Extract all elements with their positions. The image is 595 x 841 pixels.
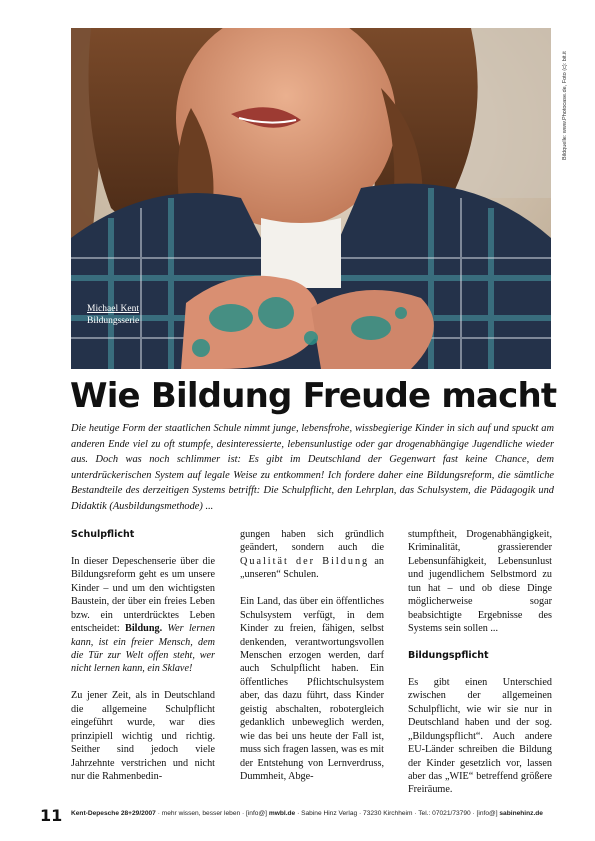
publication-name: Kent-Depesche 28+29/2007 [71,810,156,817]
paragraph: Zu jener Zeit, als in Deutschland die allgemeine Schulpflicht eingeführt wurde, war dies prinzipiell wichtig und richtig. Seither sind jedoch viele Jahrzehnte verstrichen und nicht nur die Rahmenbedin- [71,690,215,782]
caption-author-link[interactable]: Michael Kent [87,304,139,314]
paragraph [240,528,384,582]
photo-credit-text: Bildquelle: www.Photocase.de, Foto (c): bit.it [562,51,568,160]
section-heading-schulpflicht: Schulpflicht [71,529,135,540]
paragraph-text: gungen haben sich gründlich geändert, sondern auch die [240,529,384,554]
article-column-3 [408,528,552,810]
footer-publisher: · Sabine Hinz Verlag · 73230 Kirchheim · Tel.: 07021/73790 · [info@] [295,810,500,817]
caption-series: Bildungsserie [87,316,140,326]
paragraph: Ein Land, das über ein öffentliches Schulsystem verfügt, in dem Kinder zu freien, fähigen, selbst denkenden, verantwortungsvollen Menschen erzogen werden, darf auch Schulpflicht haben. Ein öffentliches Pflichtschulsystem aber, das dazu führt, dass Kinder geistig abschalten, robotergleich gedanklich unbeweglich werden, wie das bei uns heute der Fall ist, muss sich fragen lassen, was es mit der Entstehung von Lernverdruss, Dummheit, Abge- [240,596,385,783]
paragraph-text: an „unseren“ Schulen. [240,555,384,581]
section-heading-bildungspflicht: Bildungspflicht [408,650,489,662]
spaced-emphasis: Qualität der Bildung [240,555,370,567]
paragraph: Es gibt einen Unterschied zwischen der allgemeinen Schulpflicht, wie wir sie nur in Deutschland haben und der sog. „Bildungspflicht“. Auch andere EU-Länder schreiben die Bildung der Kinder gesetzlich vor, lassen aber das „WIE“ betreffend größere Freiräume. [408,676,552,796]
paragraph: stumpftheit, Drogenabhängigkeit, Kriminalität, grassierender Lebensunfähigkeit, Lebensunlust und jugendlichem Selbstmord zu tun hat – und ob diese Dinge möglicherweise sogar beabsichtigte Ergebnisse des Systems sein sollen ... [408,529,552,635]
article-headline: Wie Bildung Freude macht [70,376,557,416]
page-number: 11 [40,806,63,825]
header-photo [71,28,551,369]
footer-tagline: · mehr wissen, besser leben · [info@] [155,810,269,817]
website-link-sabinehinz[interactable]: sabinehinz.de [499,810,543,817]
child-photo-illustration [71,28,551,369]
quote-text: Wer lernen kann, ist ein freier Mensch, dem die Tür zur Welt offen steht, wer nicht lernen kann, ein Sklave! [71,623,215,675]
paragraph-text: In dieser Depeschenserie über die Bildungsreform geht es um unsere Kinder – und um den wichtigsten Baustein, der über ein freies Leben bzw. ein unterdrücktes Leben entscheidet: [71,555,215,635]
photo-credit [553,40,568,160]
emphasis-bildung: Bildung. [125,623,163,635]
paragraph [71,555,215,676]
page-footer [40,806,560,826]
website-link-mwbl[interactable]: mwbl.de [268,810,296,817]
article-column-2 [240,528,384,797]
footer-line [71,810,543,817]
photo-caption [87,303,139,327]
article-lead: Die heutige Form der staatlichen Schule nimmt junge, lebensfrohe, wissbegierige Kinder in sich auf und spuckt am anderen Ende viel zu oft stumpfe, desinteressierte, lebensunlustige oder gar drogenabhängige Jugendliche wieder aus. Doch was noch schlimmer ist: Es gibt im Deutschland der Gegenwart fast keine Chance, dem unterdrückerischen System auf legale Weise zu entkommen! Ich fordere daher eine Bildungsreform, die sämtliche Bestandteile des derzeitigen Systems betrifft: Die Schulpflicht, den Lehrplan, das Schulsystem, die Pädagogik und Didaktik (Ausbildungsmethode) ... [71,423,554,512]
article-column-1 [71,528,215,797]
